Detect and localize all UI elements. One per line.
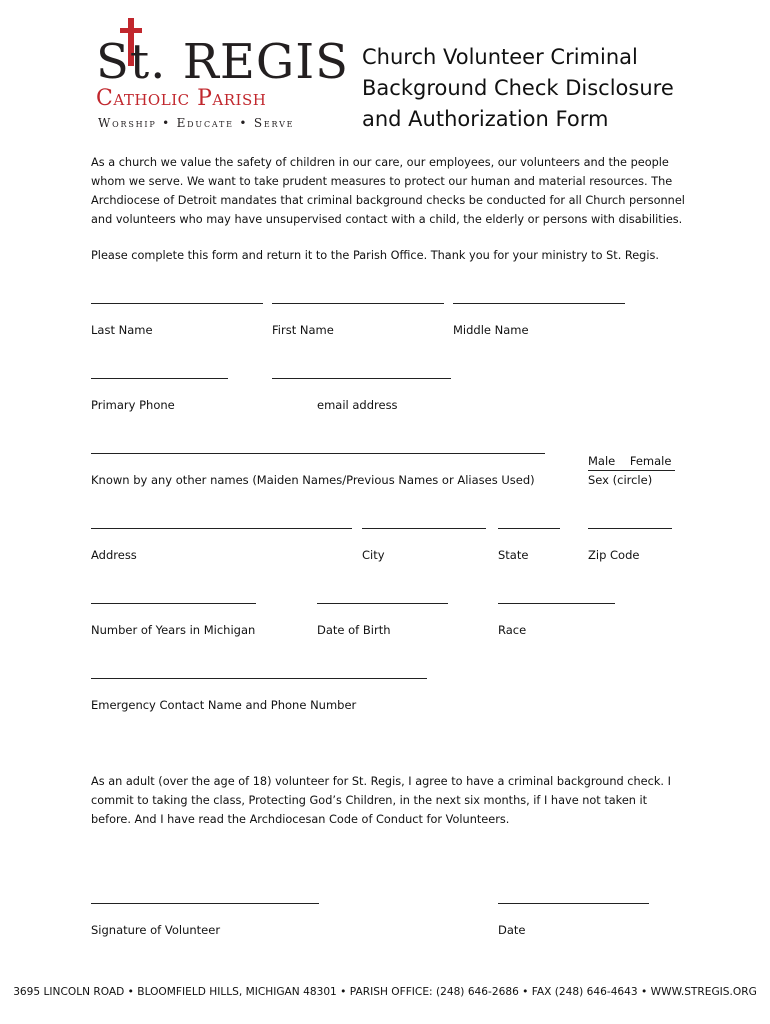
years-michigan-label: Number of Years in Michigan [91, 623, 256, 637]
agreement-line: before. And I have read the Archdiocesan Code of Conduct for Volunteers. [91, 813, 510, 826]
title-line: Background Check Disclosure [362, 76, 674, 100]
intro-line: Archdiocese of Detroit mandates that criminal background checks be conducted for all Church personnel [91, 194, 685, 207]
intro-paragraph [91, 153, 691, 229]
city-field[interactable] [362, 528, 486, 529]
title-line: Church Volunteer Criminal [362, 45, 638, 69]
zip-field[interactable] [588, 528, 672, 529]
email-label: email address [317, 398, 398, 412]
middle-name-label: Middle Name [453, 323, 529, 337]
address-label: Address [91, 548, 137, 562]
signature-label: Signature of Volunteer [91, 923, 221, 937]
signature-field[interactable] [91, 903, 319, 904]
instruction-line: Please complete this form and return it to the Parish Office. Thank you for your ministry to St. Regis. [91, 249, 659, 262]
date-field[interactable] [498, 903, 649, 904]
first-name-label: First Name [272, 323, 334, 337]
sex-options-underline [588, 470, 675, 471]
zip-label: Zip Code [588, 548, 640, 562]
other-names-field[interactable] [91, 453, 545, 454]
intro-line: and volunteers who may have unsupervised contact with a child, the elderly or persons with disabilities. [91, 213, 683, 226]
years-michigan-field[interactable] [91, 603, 256, 604]
form-title [362, 42, 722, 135]
intro-line: whom we serve. We want to take prudent measures to protect our human and material resources. The [91, 175, 673, 188]
intro-line: As a church we value the safety of children in our care, our employees, our volunteers and the people [91, 156, 669, 169]
logo-tagline: Worship • Educate • Serve [98, 116, 295, 130]
state-field[interactable] [498, 528, 560, 529]
email-field[interactable] [272, 378, 451, 379]
sex-label: Sex (circle) [588, 473, 653, 487]
logo-subtitle: Catholic Parish [96, 86, 267, 111]
address-field[interactable] [91, 528, 352, 529]
instruction-text [91, 246, 691, 265]
sex-options[interactable]: Male Female [588, 454, 672, 468]
primary-phone-field[interactable] [91, 378, 228, 379]
title-line: and Authorization Form [362, 107, 609, 131]
date-label: Date [498, 923, 526, 937]
dob-field[interactable] [317, 603, 448, 604]
logo-main-text: St. REGIS [96, 34, 350, 90]
other-names-label: Known by any other names (Maiden Names/Previous Names or Aliases Used) [91, 473, 535, 487]
middle-name-field[interactable] [453, 303, 625, 304]
last-name-field[interactable] [91, 303, 263, 304]
emergency-contact-label: Emergency Contact Name and Phone Number [91, 698, 357, 712]
emergency-contact-field[interactable] [91, 678, 427, 679]
agreement-line: As an adult (over the age of 18) volunteer for St. Regis, I agree to have a criminal background check. I [91, 775, 671, 788]
first-name-field[interactable] [272, 303, 444, 304]
footer-address: 3695 LINCOLN ROAD • BLOOMFIELD HILLS, MICHIGAN 48301 • PARISH OFFICE: (248) 646-2686 • FAX (248) 646-4643 • WWW.STREGIS.ORG [13, 986, 757, 998]
primary-phone-label: Primary Phone [91, 398, 175, 412]
race-label: Race [498, 623, 527, 637]
agreement-line: commit to taking the class, Protecting God’s Children, in the next six months, if I have not taken it [91, 794, 648, 807]
agreement-paragraph [91, 772, 691, 829]
race-field[interactable] [498, 603, 615, 604]
city-label: City [362, 548, 385, 562]
last-name-label: Last Name [91, 323, 153, 337]
dob-label: Date of Birth [317, 623, 391, 637]
state-label: State [498, 548, 529, 562]
parish-logo [96, 18, 350, 133]
